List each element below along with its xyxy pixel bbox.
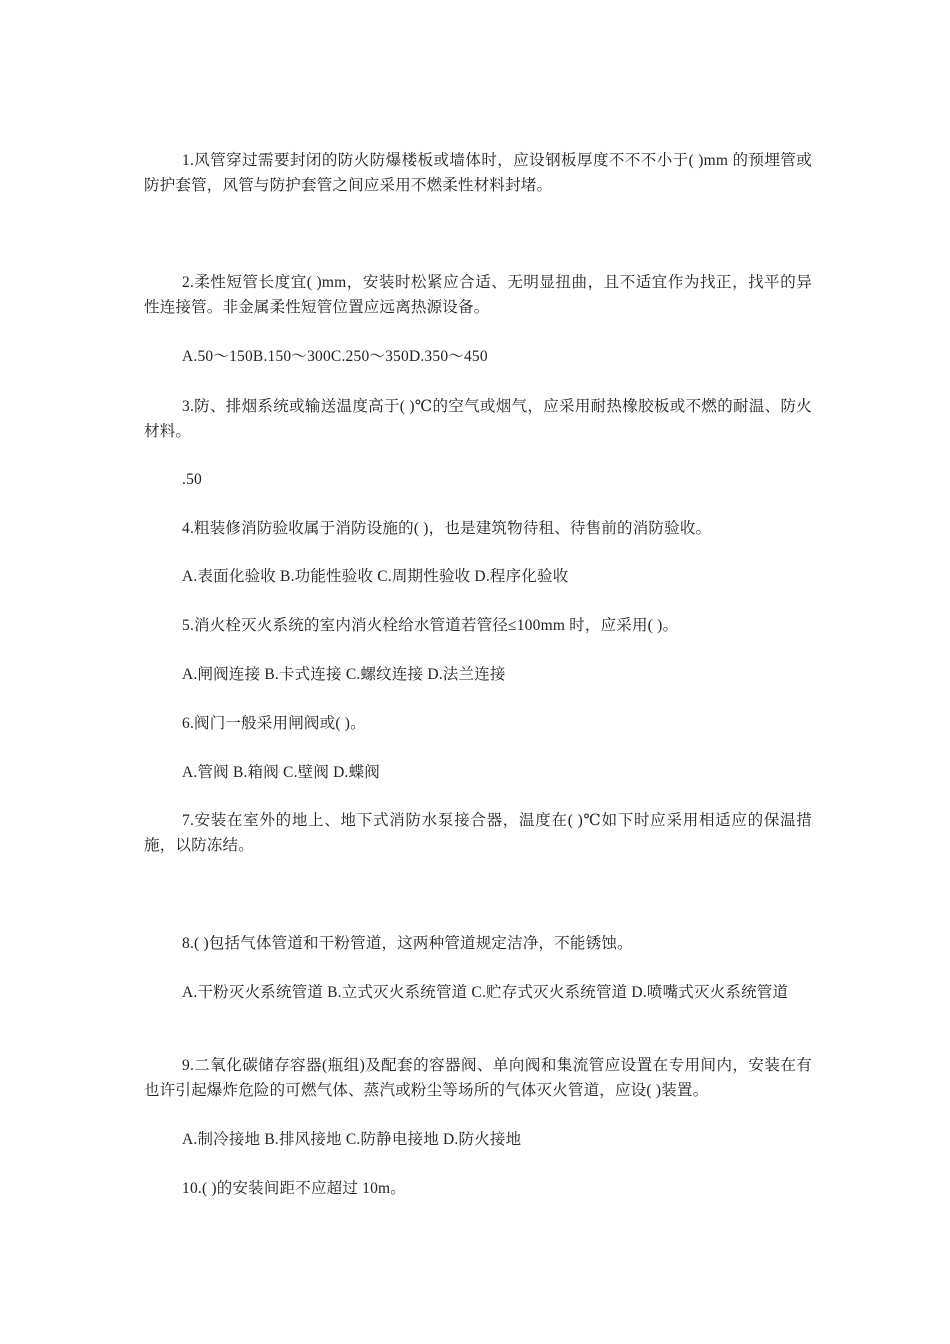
question-9-options: A.制冷接地 B.排风接地 C.防静电接地 D.防火接地 (182, 1131, 522, 1148)
question-4: 4.粗装修消防验收属于消防设施的( )，也是建筑物待租、待售前的消防验收。 (182, 520, 712, 537)
question-3-answer: .50 (182, 471, 202, 488)
question-8-options: A.干粉灭火系统管道 B.立式灭火系统管道 C.贮存式灭火系统管道 D.喷嘴式灭火系统管道 (182, 984, 789, 1001)
question-9: 9.二氧化碳储存容器(瓶组)及配套的容器阀、单向阀和集流管应设置在专用间内，安装在有也许引起爆炸危险的可燃气体、蒸汽或粉尘等场所的气体灭火管道，应设( )装置。 (144, 1057, 812, 1099)
question-4-options: A.表面化验收 B.功能性验收 C.周期性验收 D.程序化验收 (182, 568, 569, 585)
question-6: 6.阀门一般采用闸阀或( )。 (182, 715, 366, 732)
question-5: 5.消火栓灭火系统的室内消火栓给水管道若管径≤100mm 时，应采用( )。 (182, 617, 679, 634)
question-2-options: A.50～150B.150～300C.250～350D.350～450 (182, 348, 488, 365)
question-7: 7.安装在室外的地上、地下式消防水泵接合器，温度在( )℃如下时应采用相适应的保温措施，以防冻结。 (144, 812, 812, 854)
question-3: 3.防、排烟系统或输送温度高于( )℃的空气或烟气，应采用耐热橡胶板或不燃的耐温、防火材料。 (144, 398, 812, 440)
question-8: 8.( )包括气体管道和干粉管道，这两种管道规定洁净，不能锈蚀。 (182, 935, 633, 952)
question-2: 2.柔性短管长度宜( )mm，安装时松紧应合适、无明显扭曲，且不适宜作为找正，找平的异性连接管。非金属柔性短管位置应远离热源设备。 (144, 274, 812, 316)
question-1: 1.风管穿过需要封闭的防火防爆楼板或墙体时，应设钢板厚度不不不小于( )mm 的预埋管或防护套管，风管与防护套管之间应采用不燃柔性材料封堵。 (144, 152, 812, 194)
question-5-options: A.闸阀连接 B.卡式连接 C.螺纹连接 D.法兰连接 (182, 666, 506, 683)
question-6-options: A.管阀 B.箱阀 C.壁阀 D.蝶阀 (182, 764, 380, 781)
question-10: 10.( )的安装间距不应超过 10m。 (182, 1180, 407, 1197)
